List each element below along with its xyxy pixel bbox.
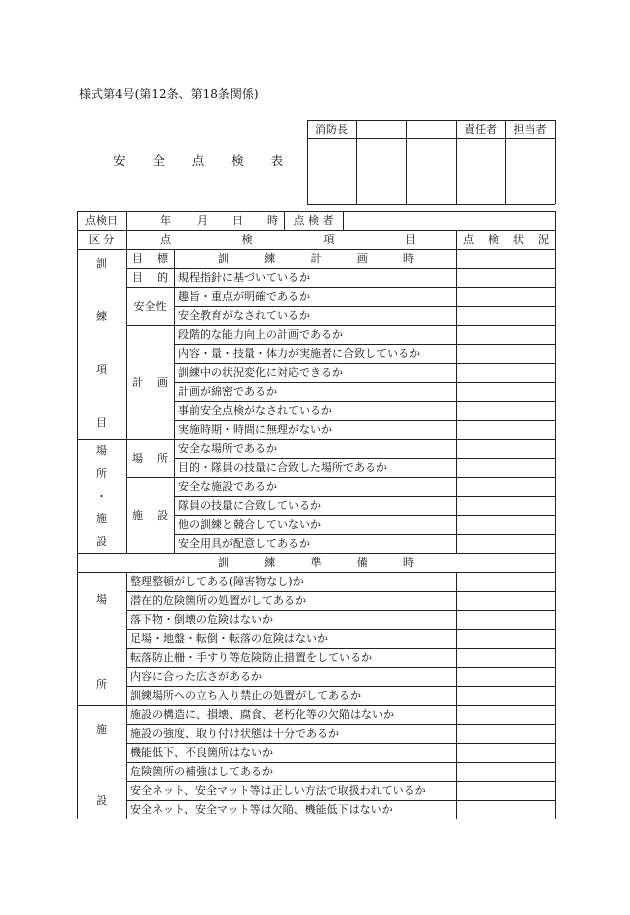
- check-item: 内容に合った広さがあるか: [130, 670, 262, 683]
- heading-char: 訓: [218, 556, 229, 569]
- check-item: 事前安全点検がなされているか: [178, 404, 332, 417]
- inspector-label: 点 検 者: [293, 214, 334, 227]
- responsible-person-label: 責任者: [464, 122, 497, 136]
- check-item: 施設の構造に、損壊、腐食、老朽化等の欠陥はないか: [130, 708, 394, 721]
- label-char: 場: [132, 451, 143, 465]
- training-plan-heading: [218, 249, 414, 268]
- category-char: 練: [96, 310, 107, 323]
- category-char: 項: [96, 363, 107, 376]
- category-char: 設: [96, 535, 107, 548]
- check-item: 安全な施設であるか: [178, 480, 277, 493]
- year-label: 年: [160, 214, 171, 227]
- title-char: 点: [191, 153, 205, 168]
- heading-char: 画: [356, 252, 368, 265]
- check-item: 転落防止柵・手すり等危険防止措置をしているか: [130, 651, 372, 664]
- category-training-items: [77, 258, 126, 428]
- responsible-seal-box[interactable]: [457, 139, 504, 203]
- subgroup-purpose-label: [132, 268, 168, 287]
- header-char: 項: [323, 233, 335, 246]
- category-char: 目: [96, 416, 107, 429]
- category-char: 場: [96, 444, 107, 457]
- title-char: 表: [270, 153, 283, 168]
- items-header: [160, 230, 416, 249]
- category-site-facility: [77, 445, 126, 547]
- title-char: 全: [152, 153, 165, 168]
- inspector-field[interactable]: [344, 212, 554, 229]
- check-item: 潜在的危険箇所の処置がしてあるか: [130, 594, 306, 607]
- in-charge-seal-box[interactable]: [506, 139, 554, 203]
- preparation-heading: [218, 553, 414, 572]
- check-item: 危険箇所の補強はしてあるか: [130, 765, 273, 778]
- person-in-charge-label: 担当者: [513, 122, 547, 136]
- header-char: 検: [488, 233, 499, 246]
- check-item: 段階的な能力向上の計画であるか: [178, 328, 343, 341]
- check-item: 安全な場所であるか: [178, 442, 277, 455]
- category-facility: [77, 724, 126, 806]
- subgroup-plan-label: [132, 325, 168, 439]
- heading-char: 訓: [218, 252, 229, 265]
- header-char: 検: [241, 233, 253, 246]
- subgroup-facility-label: [132, 477, 168, 553]
- check-item: 機能低下、不良箇所はないか: [130, 746, 273, 759]
- check-item: 落下物・倒壊の危険はないか: [130, 613, 273, 626]
- subgroup-safety-label: 安全性: [133, 299, 167, 313]
- check-item: 規程指針に基づいているか: [178, 271, 310, 284]
- check-item: 訓練場所への立ち入り禁止の処置がしてあるか: [130, 689, 361, 702]
- title-char: 安: [113, 153, 126, 168]
- category-char: 設: [96, 794, 107, 807]
- heading-char: 練: [264, 252, 276, 265]
- label-char: 所: [157, 451, 168, 465]
- heading-char: 準: [310, 556, 322, 569]
- check-item: 安全ネット、安全マット等は正しい方法で取扱われているか: [130, 784, 426, 797]
- title-char: 検: [231, 153, 244, 168]
- check-item: 足場・地盤・転倒・転落の危険はないか: [130, 632, 328, 645]
- label-char: 施: [132, 508, 143, 522]
- check-item: 施設の強度、取り付け状態は十分であるか: [130, 727, 339, 740]
- category-char: 施: [96, 723, 107, 736]
- category-char: 所: [96, 678, 107, 691]
- heading-char: 練: [264, 556, 276, 569]
- hour-label: 時: [267, 214, 278, 227]
- check-item: 計画が綿密であるか: [178, 385, 277, 398]
- check-item: 安全教育がなされているか: [178, 309, 310, 322]
- subgroup-site-label: [132, 439, 168, 477]
- check-item: 趣旨・重点が明確であるか: [178, 290, 310, 303]
- check-item: 整理整頓がしてある(障害物なし)か: [130, 575, 304, 588]
- check-item: 目的・隊員の技量に合致した場所であるか: [178, 461, 387, 474]
- heading-char: 計: [310, 252, 322, 265]
- fire-chief-seal-box[interactable]: [357, 139, 405, 203]
- category-site: [77, 594, 126, 690]
- month-label: 月: [197, 214, 208, 227]
- label-char: 標: [157, 252, 168, 265]
- category-char: 施: [96, 512, 107, 526]
- inspection-date-label: 点検日: [85, 214, 118, 227]
- category-char: 所: [96, 466, 107, 480]
- category-char: 訓: [96, 257, 107, 270]
- day-label: 日: [232, 214, 243, 227]
- check-item: 実施時期・時間に無理がないか: [178, 423, 332, 436]
- header-char: 目: [404, 233, 416, 246]
- check-item: 訓練中の状況変化に対応できるか: [178, 366, 343, 379]
- form-number: 様式第4号(第12条、第18条関係): [79, 87, 259, 101]
- heading-char: 時: [403, 556, 414, 569]
- category-char: ・: [96, 489, 107, 503]
- check-item: 内容・量・技量・体力が実施者に合致しているか: [178, 347, 420, 360]
- category-header: 区 分: [88, 233, 115, 246]
- header-char: 状: [513, 233, 524, 246]
- check-item: 隊員の技量に合致しているか: [178, 499, 321, 512]
- label-char: 計: [132, 375, 143, 389]
- label-char: 目: [132, 271, 143, 284]
- heading-char: 備: [356, 556, 368, 569]
- header-char: 点: [160, 233, 171, 246]
- category-char: 場: [96, 593, 107, 606]
- label-char: 設: [157, 508, 168, 522]
- label-char: 目: [132, 252, 143, 265]
- check-item: 安全ネット、安全マット等は欠陥、機能低下はないか: [130, 803, 393, 816]
- header-char: 点: [463, 233, 474, 246]
- label-char: 的: [157, 271, 168, 284]
- header-char: 況: [538, 233, 549, 246]
- check-item: 安全用具が配意してあるか: [178, 537, 310, 550]
- subgroup-goal-label: [132, 249, 168, 268]
- label-char: 画: [157, 375, 168, 389]
- check-item: 他の訓練と競合していないか: [178, 518, 321, 531]
- heading-char: 時: [403, 252, 414, 265]
- fire-chief-label: 消防長: [315, 122, 348, 136]
- document-title: [113, 151, 283, 169]
- status-header: [463, 230, 549, 249]
